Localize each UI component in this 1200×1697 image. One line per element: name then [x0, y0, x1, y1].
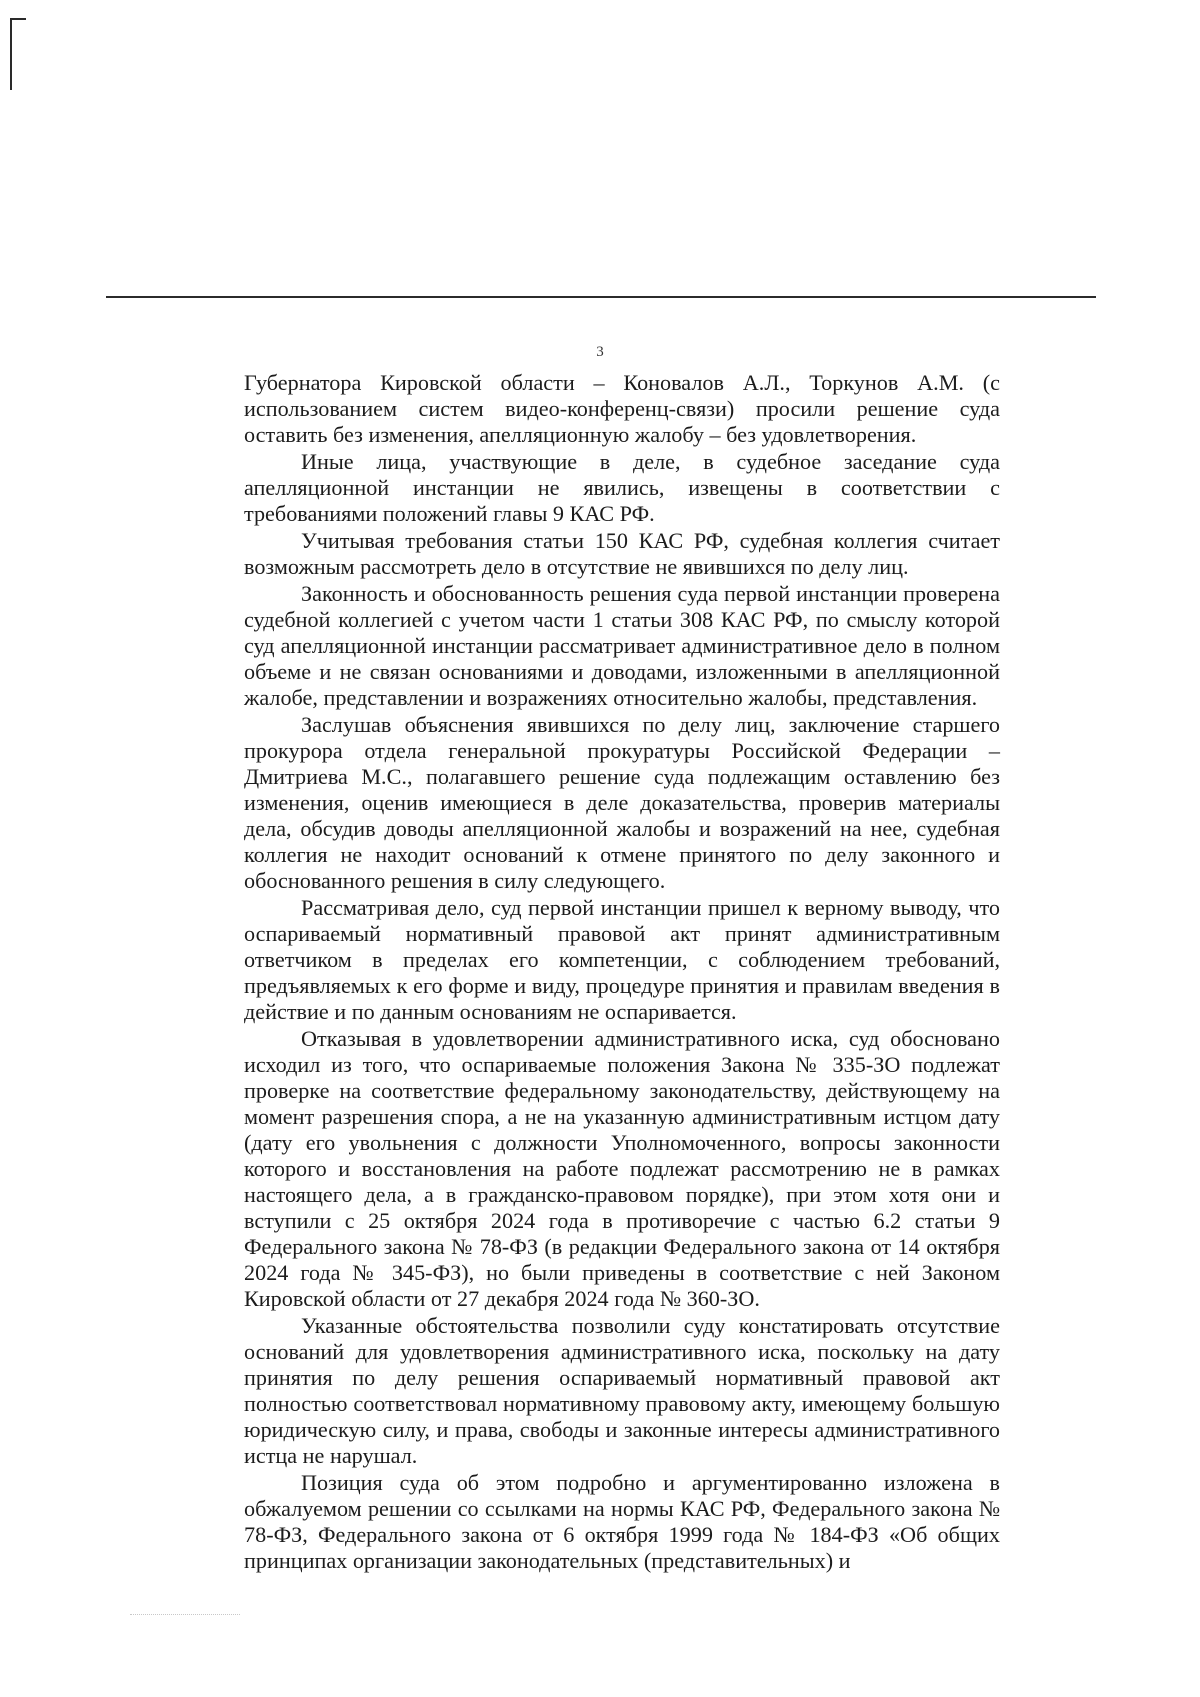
- paragraph-continued: Позиция суда об этом подробно и аргументированно изложена в обжалуемом решении со ссылками на нормы КАС РФ, Федерального закона № 78-ФЗ, Федерального закона от 6 октября 1999 года № 184-ФЗ «Об общих принципах организации законодательных (представительных) и: [244, 1470, 1000, 1573]
- paragraph: Отказывая в удовлетворении административного иска, суд обосновано исходил из того, что оспариваемые положения Закона № 335-ЗО подлежат проверке на соответствие федеральному законодательству, действующему на момент разрешения спора, а не на указанную административным истцом дату (дату его увольнения с должности Уполномоченного, вопросы законности которого и восстановления на работе подлежат рассмотрению не в рамках настоящего дела, а в гражданско-правовом порядке), при этом хотя они и вступили с 25 октября 2024 года в противоречие с частью 6.2 статьи 9 Федерального закона № 78-ФЗ (в редакции Федерального закона от 14 октября 2024 года № 345-ФЗ), но были приведены в соответствие с ней Законом Кировской области от 27 декабря 2024 года № 360-ЗО.: [244, 1026, 1000, 1311]
- paragraph: Заслушав объяснения явившихся по делу лиц, заключение старшего прокурора отдела генеральной прокуратуры Российской Федерации – Дмитриева М.С., полагавшего решение суда подлежащим оставлению без изменения, оценив имеющиеся в деле доказательства, проверив материалы дела, обсудив доводы апелляционной жалобы и возражений на нее, судебная коллегия не находит оснований к отмене принятого по делу законного и обоснованного решения в силу следующего.: [244, 712, 1000, 893]
- paragraph: Законность и обоснованность решения суда первой инстанции проверена судебной коллегией с учетом части 1 статьи 308 КАС РФ, по смыслу которой суд апелляционной инстанции рассматривает административное дело в полном объеме и не связан основаниями и доводами, изложенными в апелляционной жалобе, представлении и возражениях относительно жалобы, представления.: [244, 581, 1000, 710]
- page-number: 3: [596, 344, 604, 360]
- scan-corner-mark: [10, 18, 26, 90]
- paragraph: Иные лица, участвующие в деле, в судебное заседание суда апелляционной инстанции не явились, извещены в соответствии с требованиями положений главы 9 КАС РФ.: [244, 449, 1000, 526]
- paragraph: Указанные обстоятельства позволили суду констатировать отсутствие оснований для удовлетворения административного иска, поскольку на дату принятия по делу решения оспариваемый нормативный правовой акт полностью соответствовал нормативному правовому акту, имеющему большую юридическую силу, и права, свободы и законные интересы административного истца не нарушал.: [244, 1313, 1000, 1468]
- paragraph: Губернатора Кировской области – Коновалов А.Л., Торкунов А.М. (с использованием систем видео-конференц-связи) просили решение суда оставить без изменения, апелляционную жалобу – без удовлетворения.: [244, 370, 1000, 447]
- document-body: [244, 370, 1000, 1575]
- paragraph: Учитывая требования статьи 150 КАС РФ, судебная коллегия считает возможным рассмотреть дело в отсутствие не явившихся по делу лиц.: [244, 528, 1000, 579]
- scan-artifact: [130, 1614, 240, 1625]
- paragraph: Рассматривая дело, суд первой инстанции пришел к верному выводу, что оспариваемый нормативный правовой акт принят административным ответчиком в пределах его компетенции, с соблюдением требований, предъявляемых к его форме и виду, процедуре принятия и правилам введения в действие и по данным основаниям не оспаривается.: [244, 895, 1000, 1024]
- page-top-rule: [106, 296, 1096, 298]
